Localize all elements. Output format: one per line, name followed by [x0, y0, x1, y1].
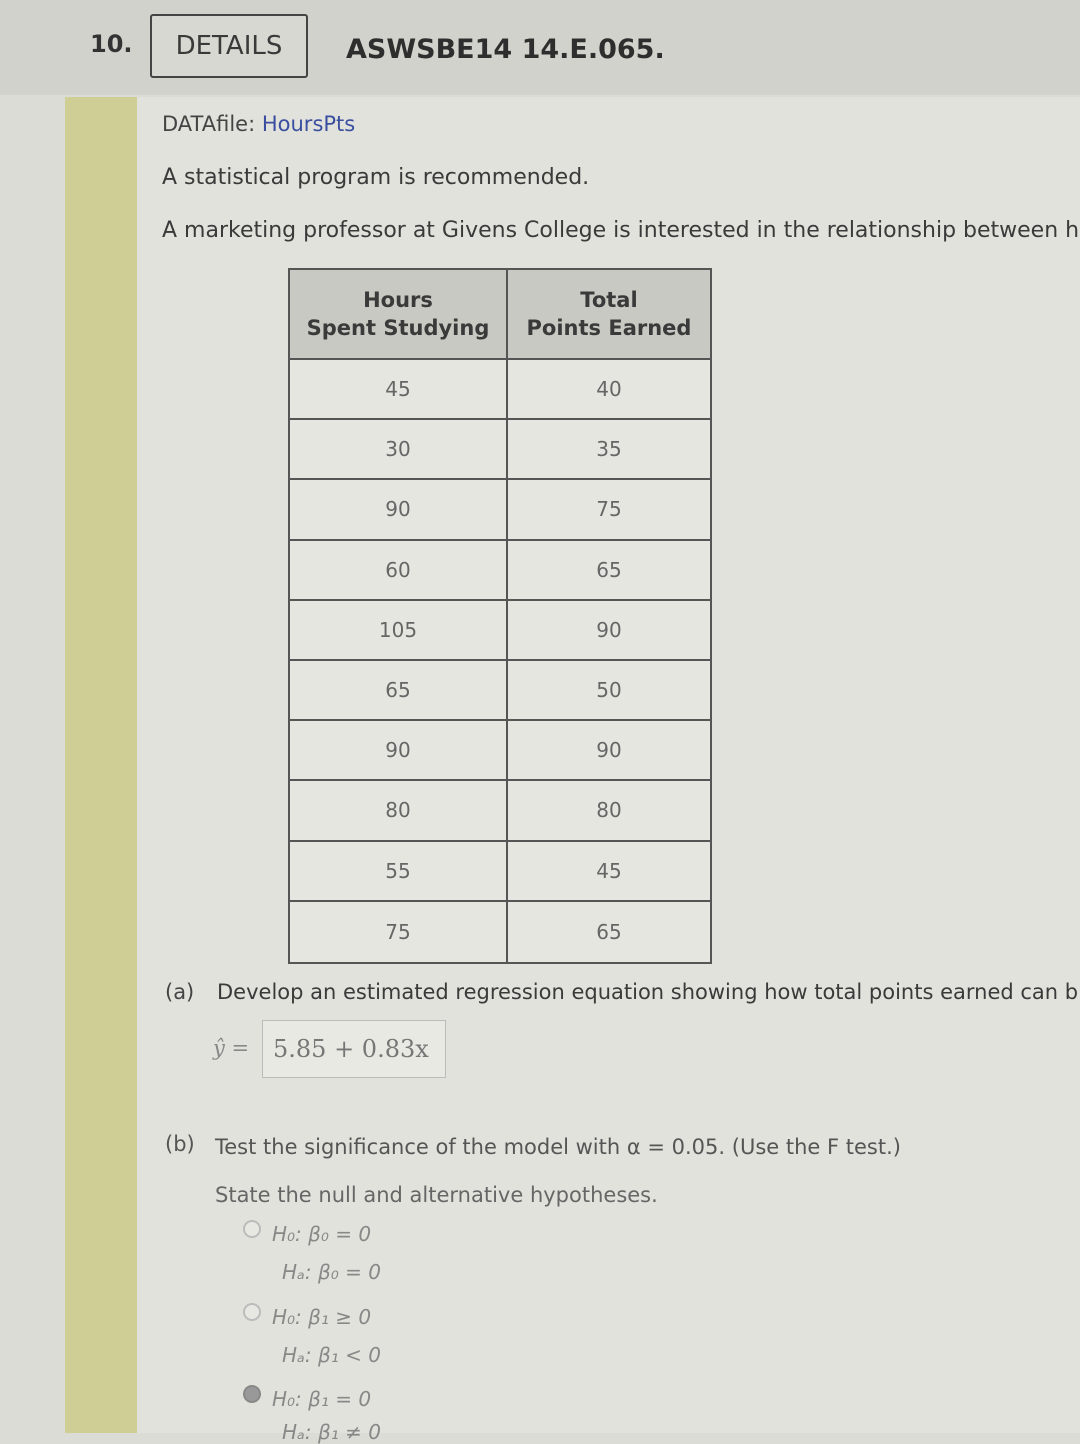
table-cell-hours: 90: [290, 721, 508, 781]
option-3-null: H₀: β₁ = 0: [272, 1387, 372, 1411]
option-2-null: H₀: β₁ ≥ 0: [272, 1305, 372, 1329]
table-cell-points: 40: [508, 360, 710, 420]
hypothesis-option-1-radio[interactable]: [243, 1220, 261, 1238]
problem-description: A marketing professor at Givens College is interested in the relationship between h: [162, 218, 1080, 243]
table-cell-points: 50: [508, 661, 710, 721]
table-cell-points: 65: [596, 919, 622, 944]
table-cell-hours: 105: [290, 601, 508, 661]
option-2-alternative: Hₐ: β₁ < 0: [282, 1343, 381, 1367]
hypothesis-option-3-radio[interactable]: [243, 1385, 261, 1403]
part-b-label: (b): [165, 1132, 195, 1156]
option-3-alternative: Hₐ: β₁ ≠ 0: [282, 1420, 381, 1444]
table-cell-hours: 65: [290, 661, 508, 721]
table-cell-hours: 30: [290, 420, 508, 480]
table-cell-hours: 60: [290, 541, 508, 601]
data-table: [288, 268, 712, 964]
hypotheses-prompt: State the null and alternative hypotheses.: [215, 1183, 658, 1207]
part-b-question: Test the significance of the model with α = 0.05. (Use the F test.): [215, 1135, 901, 1159]
table-cell-points: 90: [508, 601, 710, 661]
question-header: [0, 0, 1080, 95]
yhat-label: ŷ =: [213, 1036, 250, 1060]
datafile-line: [162, 112, 355, 136]
column-header-points: Total Points Earned: [508, 270, 710, 360]
details-button[interactable]: DETAILS: [150, 14, 308, 78]
option-1-null: H₀: β₀ = 0: [272, 1222, 372, 1246]
option-1-alternative: Hₐ: β₀ = 0: [282, 1260, 381, 1284]
table-cell-hours: 90: [290, 480, 508, 540]
table-cell-hours: 80: [290, 781, 508, 841]
hypothesis-option-2-radio[interactable]: [243, 1303, 261, 1321]
table-cell-points: 75: [508, 480, 710, 540]
table-cell-points: 65: [508, 541, 710, 601]
question-number: 10.: [90, 30, 133, 58]
datafile-link[interactable]: HoursPts: [261, 112, 356, 136]
regression-answer-field[interactable]: 5.85 + 0.83x: [262, 1020, 446, 1078]
datafile-label: DATAfile:: [162, 112, 256, 136]
part-a-question: Develop an estimated regression equation showing how total points earned can b: [217, 980, 1079, 1004]
part-a-label: (a): [165, 980, 195, 1004]
table-cell-points: 45: [508, 842, 710, 902]
question-status-stripe: [65, 97, 137, 1433]
table-cell-points: 35: [508, 420, 710, 480]
table-cell-hours: 55: [290, 842, 508, 902]
table-cell-hours: 45: [290, 360, 508, 420]
table-cell-hours: 75: [290, 902, 508, 962]
question-code: ASWSBE14 14.E.065.: [346, 34, 665, 65]
recommendation-text: A statistical program is recommended.: [162, 165, 590, 190]
column-header-hours: Hours Spent Studying: [290, 270, 508, 360]
table-cell-points: 90: [508, 721, 710, 781]
table-cell-points: 80: [508, 781, 710, 841]
